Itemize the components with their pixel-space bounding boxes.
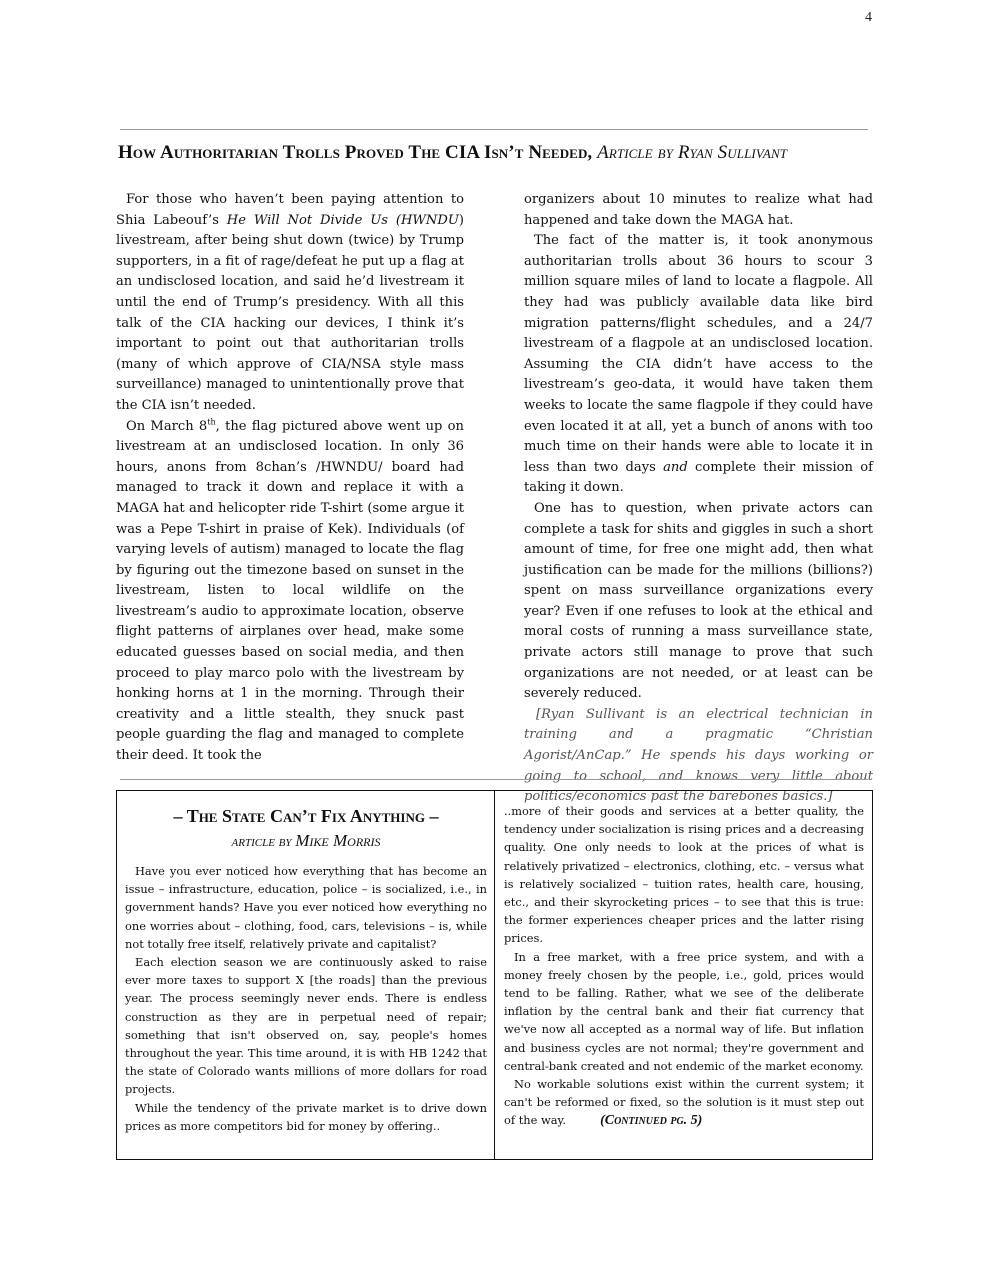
page-number: 4 bbox=[865, 10, 872, 25]
boxed-article-title: – The State Can’t Fix Anything – bbox=[173, 806, 439, 826]
continued-note: (Continued pg. 5) bbox=[600, 1113, 703, 1129]
article-title: How Authoritarian Trolls Proved The CIA Isn’t Needed, bbox=[118, 142, 593, 163]
article-headline bbox=[118, 142, 872, 164]
paragraph-text: On March 8 bbox=[126, 418, 208, 434]
article-right-column bbox=[524, 190, 873, 808]
emphasis-text: He Will Not Divide Us (HWNDU bbox=[226, 212, 459, 228]
top-divider bbox=[120, 129, 868, 130]
byline-prefix: article by bbox=[231, 834, 292, 850]
article-body bbox=[116, 190, 873, 805]
article-paragraph: One has to question, when private actors can complete a task for shits and giggles in such a short amount of time, for free one might add, then what justification can be made for the millions (billions?) spent on mass surveillance organizations every year? Even if one refuses to look at the ethical and moral costs of running a mass surveillance state, private actors still manage to prove that such organizations are not needed, or at least can be severely reduced. bbox=[524, 500, 873, 702]
boxed-article bbox=[116, 790, 873, 1160]
emphasis-text: and bbox=[663, 459, 688, 475]
article-paragraph: organizers about 10 minutes to realize what had happened and take down the MAGA hat. bbox=[524, 192, 873, 228]
byline-author: Mike Morris bbox=[295, 831, 381, 850]
paragraph-text: The fact of the matter is, it took anonymous authoritarian trolls about 36 hours to scour 3 million square miles of land to locate a flagpole. All they had was publicly available data like bird migration patterns/flight schedules, and a 24/7 livestream of a flagpole at an undisclosed location. Assuming the CIA didn’t have access to the livestream’s geo-data, it would have taken them weeks to locate the same flagpole if they could have even located it at all, yet a bunch of anons with too much time on their hands were able to locate it in less than two days bbox=[524, 233, 873, 475]
article-paragraph bbox=[504, 1075, 864, 1131]
article-byline: Article by Ryan Sullivant bbox=[597, 142, 788, 163]
article-paragraph bbox=[524, 231, 873, 499]
article-paragraph: Each election season we are continuously asked to raise ever more taxes to support X [the roads] than the previous year. The process seemingly never ends. There is endless construction as they are in perpetual need of repair; something that isn't observed on, say, people's homes throughout the year. This time around, it is with HB 1242 that the state of Colorado wants millions of more dollars for road projects. bbox=[125, 955, 487, 1097]
article-paragraph: ..more of their goods and services at a better quality, the tendency under socialization is rising prices and a decreasing quality. One only needs to look at the prices of what is relatively privatized – electronics, clothing, etc. – versus what is relatively socialized – tuition rates, health care, housing, etc., and their skyrocketing prices – to see that this is true: the former experiences cheaper prices and the latter rising prices. bbox=[504, 804, 864, 946]
boxed-right-column bbox=[504, 802, 864, 1131]
superscript-text: th bbox=[207, 417, 216, 427]
column-divider bbox=[494, 791, 495, 1159]
article-paragraph bbox=[116, 417, 464, 767]
author-bio: [Ryan Sullivant is an electrical technician in training and a pragmatic “Christian Agorist/AnCap.” He spends his days working or going to school, and knows very little about politics/economics past the barebones basics.] bbox=[524, 706, 873, 805]
article-paragraph bbox=[116, 190, 464, 417]
article-paragraph: Have you ever noticed how everything that has become an issue – infrastructure, education, police – is socialized, i.e., in government hands? Have you ever noticed how everything no one worries about – clothing, food, cars, televisions – is, while not totally free itself, relatively private and capitalist? bbox=[125, 864, 487, 951]
paragraph-text: complete their mission of taking it down. bbox=[524, 459, 873, 496]
middle-divider bbox=[120, 779, 868, 780]
article-paragraph: In a free market, with a free price system, and with a money freely chosen by the people, i.e., gold, prices would tend to be falling. Rather, what we see of the deliberate inflation by the central bank and their fiat currency that we've now all accepted as a normal way of life. But inflation and business cycles are not normal; they're government and central-bank created and not endemic of the market economy. bbox=[504, 949, 864, 1073]
boxed-article-byline bbox=[125, 829, 487, 854]
boxed-left-column bbox=[125, 803, 487, 1135]
paragraph-text: For those who haven’t been paying attention to Shia Labeouf’s bbox=[116, 192, 464, 228]
article-paragraph: While the tendency of the private market is to drive down prices as more competitors bid for money by offering.. bbox=[125, 1100, 487, 1133]
paragraph-text: ) livestream, after being shut down (twice) by Trump supporters, in a fit of rage/defeat he put up a flag at an undisclosed location, and said he’d livestream it until the end of Trump’s presidency. With all this talk of the CIA hacking our devices, I think it’s important to point out that authoritarian trolls (many of which approve of CIA/NSA style mass surveillance) managed to unintentionally prove that the CIA isn’t needed. bbox=[116, 212, 464, 413]
article-left-column bbox=[116, 190, 464, 767]
paragraph-text: No workable solutions exist within the current system; it can't be reformed or fixed, so the solution is it must step out of the way. bbox=[504, 1077, 864, 1128]
paragraph-text: , the flag pictured above went up on livestream at an undisclosed location. In only 36 hours, anons from 8chan’s /HWNDU/ board had managed to track it down and replace it with a MAGA hat and helicopter ride T-shirt (some argue it was a Pepe T-shirt in praise of Kek). Individuals (of varying levels of autism) managed to locate the flag by figuring out the timezone based on sunset in the livestream, listen to local wildlife on the livestream’s audio to approximate location, observe flight patterns of airplanes over head, make some educated guesses based on social media, and then proceed to play marco polo with the livestream by honking horns at 1 in the morning. Through their creativity and a little stealth, they snuck past people guarding the flag and managed to complete their deed. It took the bbox=[116, 418, 464, 764]
